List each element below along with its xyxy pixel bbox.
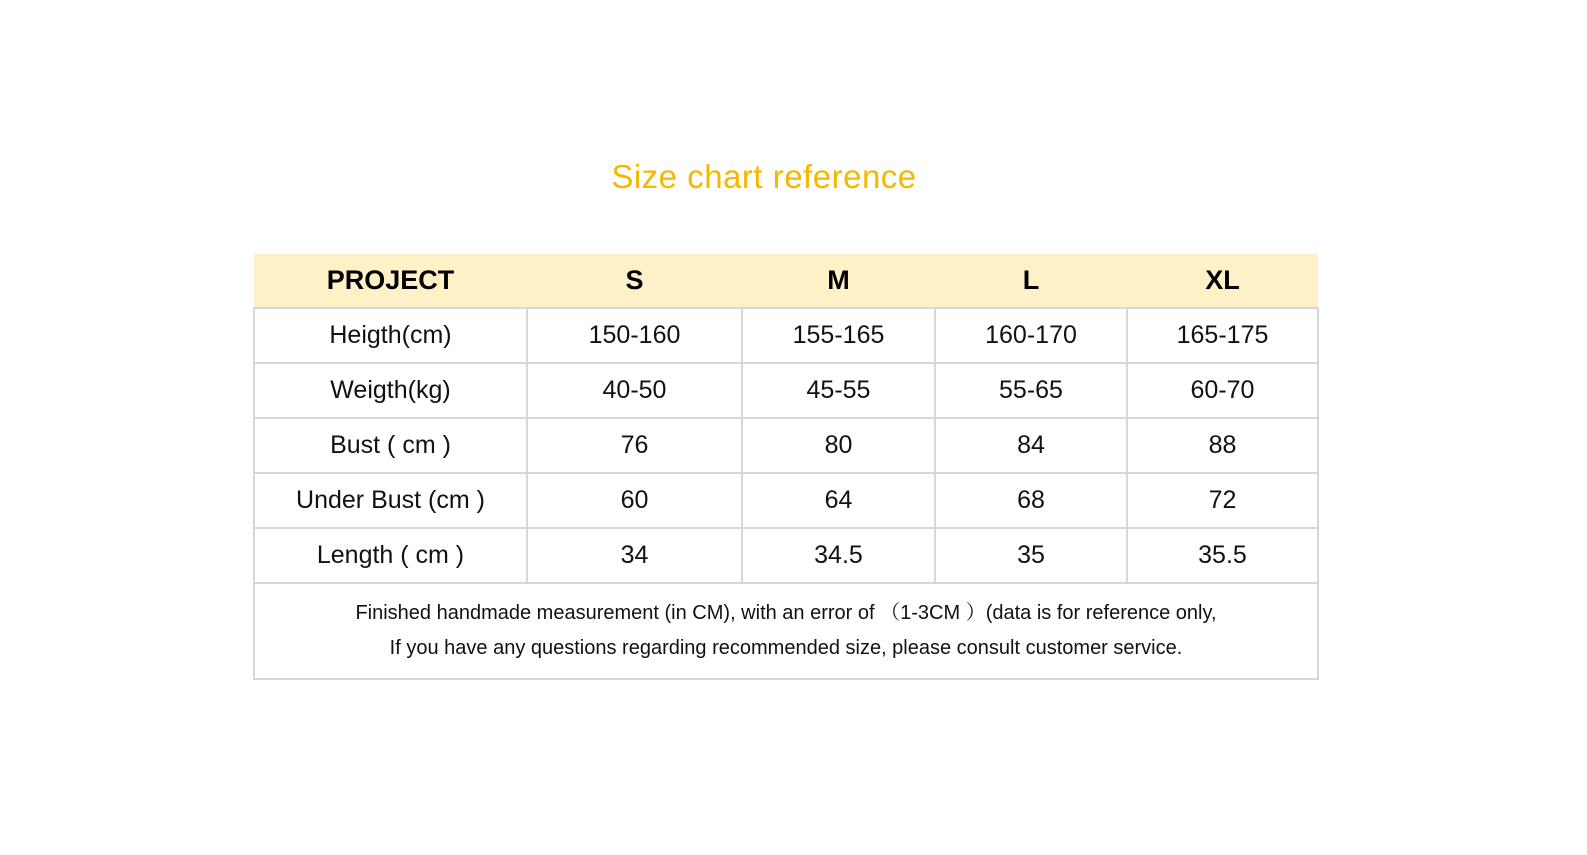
table-cell: 35 <box>935 528 1127 583</box>
table-cell: 45-55 <box>742 363 935 418</box>
table-cell: 34 <box>527 528 742 583</box>
table-cell: 165-175 <box>1127 308 1318 363</box>
table-cell: 60 <box>527 473 742 528</box>
table-cell: 34.5 <box>742 528 935 583</box>
table-cell: 40-50 <box>527 363 742 418</box>
table-cell: 80 <box>742 418 935 473</box>
table-cell: 64 <box>742 473 935 528</box>
table-cell: 72 <box>1127 473 1318 528</box>
table-cell: 68 <box>935 473 1127 528</box>
table-row <box>254 308 1318 363</box>
size-chart-table <box>253 254 1319 680</box>
table-row <box>254 418 1318 473</box>
note-line-2: If you have any questions regarding recommended size, please consult customer service. <box>389 637 1183 659</box>
header-size-l: L <box>935 254 1127 308</box>
row-label: Weigth(kg) <box>254 363 527 418</box>
page-title: Size chart reference <box>611 158 917 195</box>
row-label: Heigth(cm) <box>254 308 527 363</box>
table-cell: 155-165 <box>742 308 935 363</box>
note-cell <box>254 583 1318 679</box>
table-row <box>254 528 1318 583</box>
note-line-1: Finished handmade measurement (in CM), with an error of （1-3CM ）(data is for reference only, <box>355 602 1217 624</box>
table-cell: 88 <box>1127 418 1318 473</box>
table-cell: 55-65 <box>935 363 1127 418</box>
table-cell: 84 <box>935 418 1127 473</box>
table-header-row <box>254 254 1318 308</box>
table-row <box>254 473 1318 528</box>
table-cell: 60-70 <box>1127 363 1318 418</box>
table-cell: 150-160 <box>527 308 742 363</box>
note-row <box>254 583 1318 679</box>
header-project: PROJECT <box>254 254 527 308</box>
table-cell: 35.5 <box>1127 528 1318 583</box>
header-size-s: S <box>527 254 742 308</box>
header-size-xl: XL <box>1127 254 1318 308</box>
table-row <box>254 363 1318 418</box>
header-size-m: M <box>742 254 935 308</box>
table-cell: 76 <box>527 418 742 473</box>
row-label: Bust ( cm ) <box>254 418 527 473</box>
row-label: Length ( cm ) <box>254 528 527 583</box>
row-label: Under Bust (cm ) <box>254 473 527 528</box>
table-cell: 160-170 <box>935 308 1127 363</box>
